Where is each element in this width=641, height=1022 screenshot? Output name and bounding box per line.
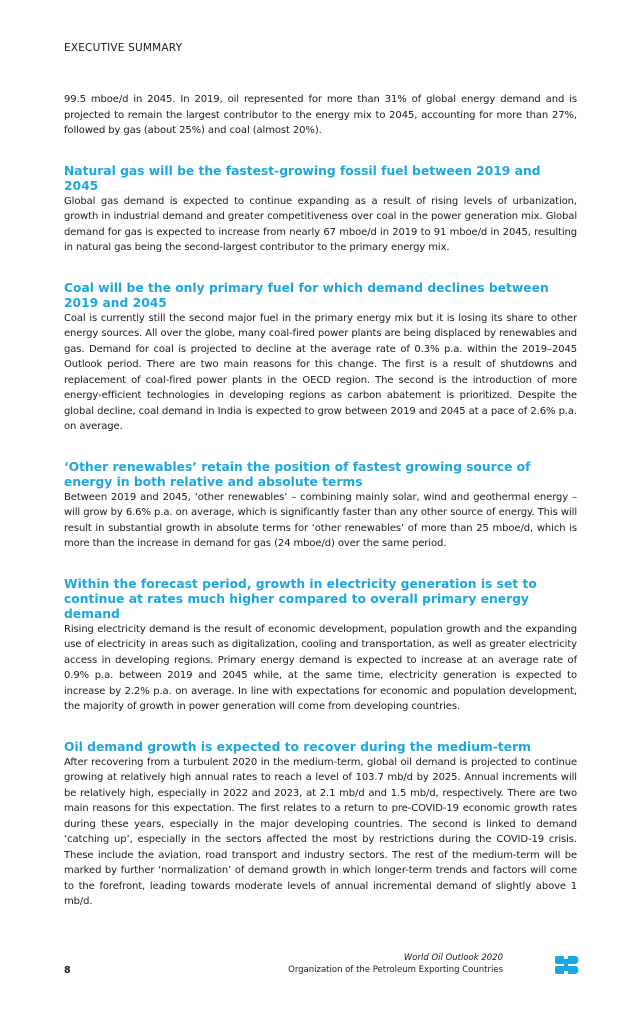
section-heading: Oil demand growth is expected to recover during the medium-term (64, 739, 531, 754)
section-coal (64, 281, 577, 435)
section-heading: Coal will be the only primary fuel for which demand declines between 2019 and 2045 (64, 280, 549, 310)
intro-paragraph: 99.5 mboe/d in 2045. In 2019, oil represented for more than 31% of global energy demand and is projected to remain the largest contributor to the energy mix to 2045, accounting for more than 27%, followed by gas (about 25%) and coal (almost 20%). (64, 94, 577, 136)
page-number: 8 (64, 965, 71, 976)
running-header: EXECUTIVE SUMMARY (64, 42, 183, 54)
section-electricity (64, 577, 577, 715)
section-body: Between 2019 and 2045, ‘other renewables’ – combining mainly solar, wind and geothermal energy – will grow by 6.6% p.a. on average, which is significantly faster than any other source of energy. This will result in substantial growth in absolute terms for ‘other renewables’ of more than 25 mboe/d, which is more than the increase in demand for gas (24 mboe/d) over the same period. (64, 491, 577, 549)
organization-name: Organization of the Petroleum Exporting Countries (288, 965, 503, 975)
section-body: Coal is currently still the second major fuel in the primary energy mix but it is losing its share to other energy sources. All over the globe, many coal-fired power plants are being displaced by renewables and gas. Demand for coal is projected to decline at the average rate of 0.3% p.a. within the 2019–2045 Outlook period. There are two main reasons for this change. The first is a result of shutdowns and replacement of coal-fired power plants in the OECD region. The second is the introduction of more energy-efficient technologies in developing regions as carbon abatement is prioritized. Despite the global decline, coal demand in India is expected to grow between 2019 and 2045 at a pace of 2.6% p.a. on average. (64, 312, 577, 432)
main-content (64, 92, 577, 910)
section-oil-demand (64, 740, 577, 910)
opec-logo-icon (555, 954, 579, 976)
section-body: After recovering from a turbulent 2020 in the medium-term, global oil demand is projected to continue growing at relatively high annual rates to reach a level of 103.7 mb/d by 2025. Annual increments will be relatively high, especially in 2022 and 2023, at 2.1 mb/d and 1.5 mb/d, respectively. There are two main reasons for this expectation. The first relates to a return to pre-COVID-19 economic growth rates during these years, especially in the major developing countries. The second is linked to demand ‘catching up’, especially in the sectors affected the most by restrictions during the COVID-19 crisis. These include the aviation, road transport and industry sectors. The rest of the medium-term will be marked by further ‘normalization’ of demand growth in which longer-term trends and factors will come to the forefront, leading towards moderate levels of annual incremental demand of slightly above 1 mb/d. (64, 756, 577, 907)
footer-credits (288, 952, 503, 976)
section-other-renewables (64, 460, 577, 552)
section-body: Rising electricity demand is the result of economic development, population growth and the expanding use of electricity in areas such as digitalization, cooling and transportation, as well as greater electricity access in developing regions. Primary energy demand is expected to increase at an average rate of 0.9% p.a. between 2019 and 2045 while, at the same time, electricity generation is expected to increase by 2.2% p.a. on average. In line with expectations for economic and population development, the majority of growth in power generation will come from developing countries. (64, 623, 577, 712)
section-heading: Within the forecast period, growth in electricity generation is set to continue at rates much higher compared to overall primary energy demand (64, 576, 537, 621)
section-body: Global gas demand is expected to continue expanding as a result of rising levels of urbanization, growth in industrial demand and greater competitiveness over coal in the power generation mix. Global demand for gas is expected to increase from nearly 67 mboe/d in 2019 to 91 mboe/d in 2045, resulting in natural gas being the second-largest contributor to the primary energy mix. (64, 195, 577, 253)
publication-title: World Oil Outlook 2020 (403, 953, 503, 963)
section-heading: ‘Other renewables’ retain the position of fastest growing source of energy in both relative and absolute terms (64, 459, 531, 489)
section-heading: Natural gas will be the fastest-growing fossil fuel between 2019 and 2045 (64, 163, 541, 193)
section-natural-gas (64, 164, 577, 256)
